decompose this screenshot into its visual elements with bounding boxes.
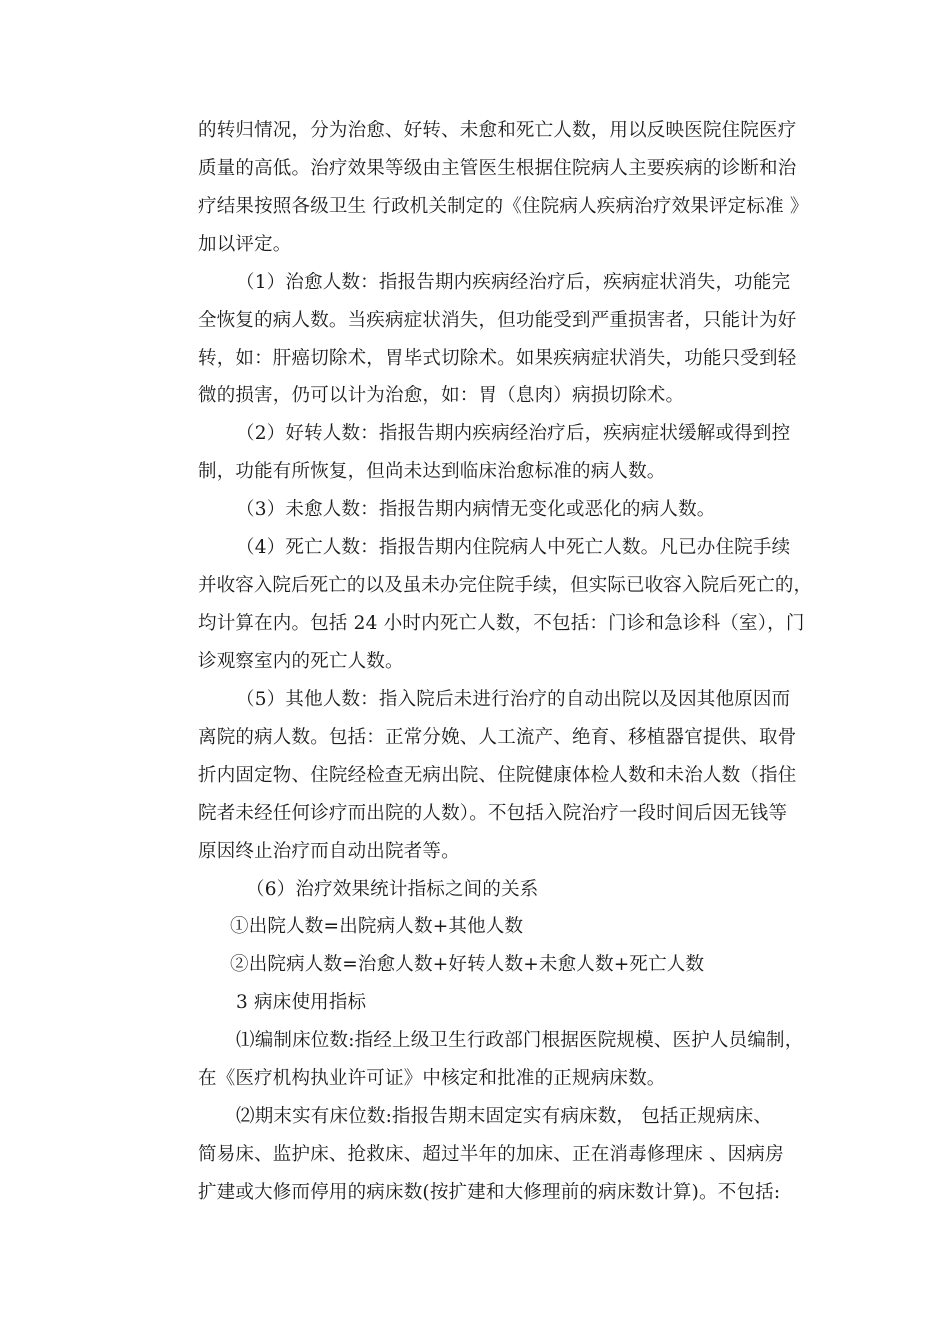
text-line: （4）死亡人数：指报告期内住院病人中死亡人数。凡已办住院手续 bbox=[236, 537, 791, 558]
text-line: （1）治愈人数：指报告期内疾病经治疗后，疾病症状消失，功能完 bbox=[236, 272, 791, 293]
text-line: 并收容入院后死亡的以及虽未办完住院手续，但实际已收容入院后死亡的， bbox=[198, 575, 813, 596]
text-line: ⑴编制床位数:指经上级卫生行政部门根据医院规模、医护人员编制， bbox=[236, 1030, 804, 1051]
text-line: 制，功能有所恢复，但尚未达到临床治愈标准的病人数。 bbox=[198, 461, 666, 482]
text-line: 转，如：肝癌切除术，胃毕式切除术。如果疾病症状消失，功能只受到轻 bbox=[198, 348, 797, 369]
text-line: 的转归情况，分为治愈、好转、未愈和死亡人数，用以反映医院住院医疗 bbox=[198, 120, 797, 141]
text-line: 院者未经任何诊疗而出院的人数）。不包括入院治疗一段时间后因无钱等 bbox=[198, 803, 788, 824]
text-line: 质量的高低。治疗效果等级由主管医生根据住院病人主要疾病的诊断和治 bbox=[198, 158, 797, 179]
text-line: 扩建或大修而停用的病床数(按扩建和大修理前的病床数计算)。不包括: bbox=[198, 1182, 781, 1203]
text-line: ①出院人数=出院病人数+其他人数 bbox=[230, 916, 524, 937]
text-line: ②出院病人数=治愈人数+好转人数+未愈人数+死亡人数 bbox=[230, 954, 705, 975]
text-line: 均计算在内。包括 24 小时内死亡人数，不包括：门诊和急诊科（室），门 bbox=[198, 613, 805, 634]
text-line: 疗结果按照各级卫生 行政机关制定的《住院病人疾病治疗效果评定标准 》 bbox=[198, 196, 809, 217]
text-line: （5）其他人数：指入院后未进行治疗的自动出院以及因其他原因而 bbox=[236, 689, 791, 710]
text-line: （2）好转人数：指报告期内疾病经治疗后，疾病症状缓解或得到控 bbox=[236, 423, 791, 444]
text-line: 加以评定。 bbox=[198, 234, 292, 255]
text-line: 诊观察室内的死亡人数。 bbox=[198, 651, 404, 672]
text-line: 原因终止治疗而自动出院者等。 bbox=[198, 841, 460, 862]
section-heading: 3 病床使用指标 bbox=[236, 992, 367, 1013]
text-line: 离院的病人数。包括：正常分娩、人工流产、绝育、移植器官提供、取骨 bbox=[198, 727, 797, 748]
text-line: 在《医疗机构执业许可证》中核定和批准的正规病床数。 bbox=[198, 1068, 666, 1089]
text-line: 微的损害，仍可以计为治愈，如：胃（息肉）病损切除术。 bbox=[198, 385, 685, 406]
text-line: 简易床、监护床、抢救床、超过半年的加床、正在消毒修理床 、因病房 bbox=[198, 1144, 784, 1165]
text-line: 全恢复的病人数。当疾病症状消失，但功能受到严重损害者，只能计为好 bbox=[198, 310, 797, 331]
text-line: （3）未愈人数：指报告期内病情无变化或恶化的病人数。 bbox=[236, 499, 716, 520]
text-line: （6）治疗效果统计指标之间的关系 bbox=[246, 879, 539, 900]
text-line: ⑵期末实有床位数:指报告期末固定实有病床数， 包括正规病床、 bbox=[236, 1106, 773, 1127]
text-line: 折内固定物、住院经检查无病出院、住院健康体检人数和未治人数（指住 bbox=[198, 765, 797, 786]
